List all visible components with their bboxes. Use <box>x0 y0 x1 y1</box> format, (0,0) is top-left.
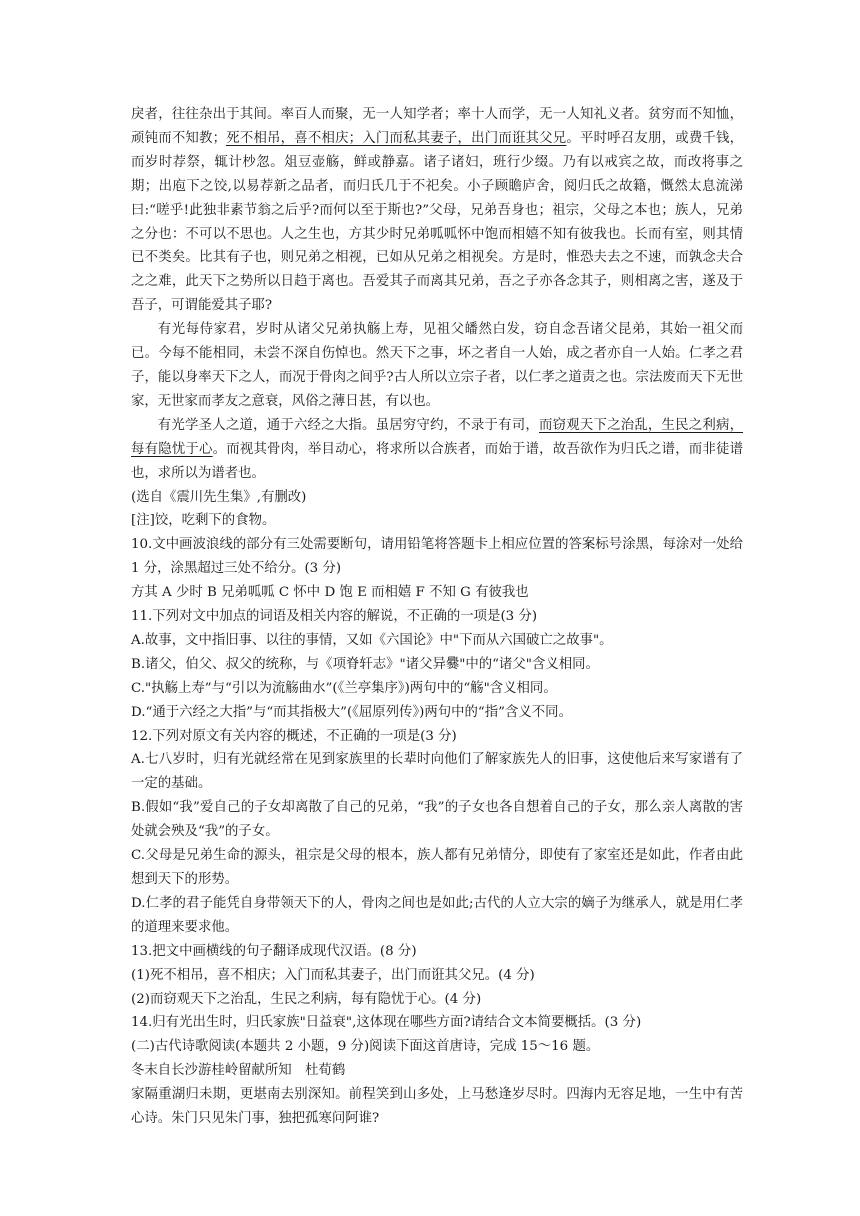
question-11-option-b: B.诸父，伯父、叔父的统称，与《项脊轩志》"诸父异爨"中的“诸父"含义相同。 <box>131 656 599 672</box>
poem-body: 家隔重湖归未期，更堪南去别深知。前程笑到山多处，上马愁逢岁尽时。四海内无容足地，一生中有苦心诗。朱门只见朱门事，独把孤寒问阿谁? <box>131 1087 743 1127</box>
passage-paragraph-1 <box>131 103 743 318</box>
section-2-heading: (二)古代诗歌阅读(本题共 2 小题，9 分)阅读下面这首唐诗，完成 15～16 题。 <box>131 1039 600 1055</box>
text-segment: 。平时呼召友朋，或费千钱，而岁时荐祭，辄计杪忽。俎豆壶觞，鲜或静嘉。诸子诸妇，班行少缀。乃有以戒宾之故，而改将事之期；出庖下之饺,以易荐新之品者，而归氏几于不祀矣。小子顾瞻庐舍，阅归氏之故籍，慨然太息流涕曰:“嗟乎!此独非素节翁之后乎?而何以至于斯也?”父母，兄弟吾身也；祖宗，父母之本也；族人，兄弟之分也：不可以不思也。人之生也，方其少时兄弟呱呱怀中饱而相嬉不知有彼我也。长而有室，则其情已不类矣。比其有子也，则兄弟之相视，已如从兄弟之相视矣。方是时，惟恐夫去之不速，而孰念夫合之之难，此天下之势所以日趋于离也。吾爱其子而离其兄弟，吾之子亦各念其子，则相离之害，遂及于吾子，可谓能爱其子耶? <box>131 130 744 314</box>
text-segment: 有光学圣人之道，通于六经之大指。虽居穷守约，不录于有司， <box>157 417 540 433</box>
question-13-sentence-2: (2)而窃观天下之治乱，生民之利病，每有隐忧于心。(4 分) <box>131 991 482 1007</box>
question-13-sentence-1: (1)死不相吊，喜不相庆；入门而私其妻子，出门而诳其父兄。(4 分) <box>131 967 535 983</box>
question-12-option-a: A.七八岁时，归有光就经常在见到家族里的长辈时向他们了解家族先人的旧事，这使他后来写家谱有了一定的基础。 <box>131 752 743 792</box>
exam-page <box>131 103 743 1131</box>
annotation-note: [注]饺，吃剩下的食物。 <box>131 513 276 529</box>
text-segment: 戾者，往往杂出于其间。率百人而聚，无一人知学者；率十人而学，无一人知礼义者。贫穷而不知恤，顽钝而不知教； <box>131 107 743 146</box>
question-11-stem: 11.下列对文中加点的词语及相关内容的解说，不正确的一项是(3 分) <box>131 609 538 625</box>
question-11-option-c: C."执觞上寿”与“引以为流觞曲水”(《兰亭集序》)两句中的“觞"含义相同。 <box>131 680 557 696</box>
question-12-option-b: B.假如“我”爱自己的子女却离散了自己的兄弟，“我”的子女也各自想着自己的子女，那么亲人离散的害处就会殃及“我”的子女。 <box>131 800 743 840</box>
underlined-sentence-1: 死不相吊，喜不相庆；入门而私其妻子，出门而诳其父兄 <box>226 130 567 146</box>
question-12-option-c: C.父母是兄弟生命的源头，祖宗是父母的根本，族人都有兄弟情分，即使有了家室还是如此，作者由此想到天下的形势。 <box>131 848 743 887</box>
question-13-stem: 13.把文中画横线的句子翻译成现代汉语。(8 分) <box>131 943 417 959</box>
passage-paragraph-3 <box>131 414 743 486</box>
question-10-choices: 方其 A 少时 B 兄弟呱呱 C 怀中 D 饱 E 而相嬉 F 不知 G 有彼我也 <box>131 585 529 601</box>
question-11-option-d: D.“通于六经之大指”与“而其指极大”(《屈原列传》)两句中的“指”含义不同。 <box>131 704 572 720</box>
question-11-option-a: A.故事，文中指旧事、以往的事情，又如《六国论》中"下而从六国破亡之故事"。 <box>131 632 613 648</box>
text-segment: 。而视其骨肉，举目动心，将求所以合族者，而始于谱，故吾欲作为归氏之谱，而非徒谱也，求所以为谱者也。 <box>131 441 744 481</box>
passage-paragraph-2: 有光每侍家君，岁时从诸父兄弟执觞上寿，见祖父皤然白发，窃自念吾诸父昆弟，其始一祖父而已。今每不能相同，未尝不深自伤悼也。然天下之事，坏之者自一人始，成之者亦自一人始。仁孝之君子，能以身率天下之人，而况于骨肉之间乎?古人所以立宗子者，以仁孝之道责之也。宗法废而天下无世家，无世家而孝友之意衰，风俗之薄日甚，有以也。 <box>131 322 743 409</box>
question-10-stem: 10.文中画波浪线的部分有三处需要断句，请用铅笔将答题卡上相应位置的答案标号涂黑，每涂对一处给 1 分，涂黑超过三处不给分。(3 分) <box>131 537 743 577</box>
question-12-stem: 12.下列对原文有关内容的概述，不正确的一项是(3 分) <box>131 728 457 744</box>
poem-title: 冬末自长沙游桂岭留献所知 杜荀鹤 <box>131 1063 346 1079</box>
question-12-option-d: D.仁孝的君子能凭自身带领天下的人，骨肉之间也是如此;古代的人立大宗的嫡子为继承人，就是用仁孝的道理来要求他。 <box>131 895 743 935</box>
underlined-sentence-2: 而窃观天下之治乱，生民之利病，每有隐忧于心 <box>131 417 744 457</box>
source-note: (选自《震川先生集》,有删改) <box>131 489 307 505</box>
question-14-stem: 14.归有光出生时，归氏家族"日益衰",这体现在哪些方面?请结合文本简要概括。(3 分) <box>131 1015 642 1031</box>
